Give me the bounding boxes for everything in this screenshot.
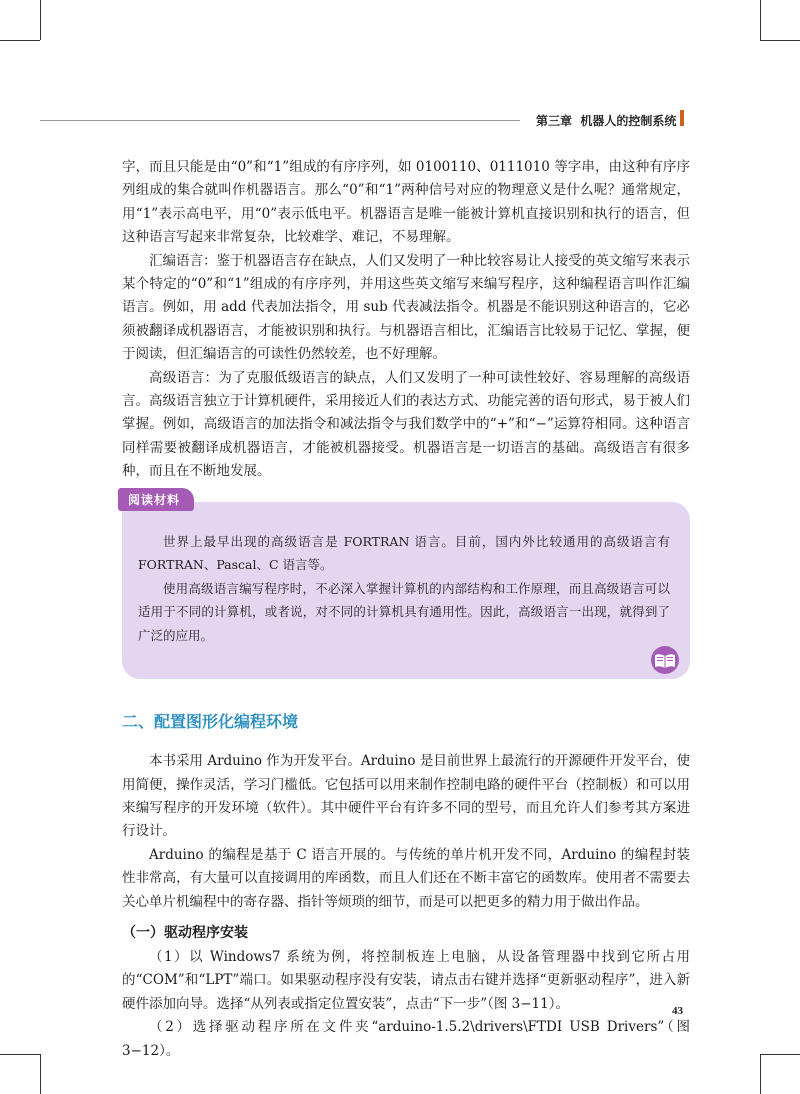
crop-mark: [40, 1054, 41, 1094]
reading-paragraph: 世界上最早出现的高级语言是 FORTRAN 语言。目前，国内外比较通用的高级语言有 FORTRAN、Pascal、C 语言等。: [138, 533, 670, 573]
paragraph-high-level-language: 高级语言：为了克服低级语言的缺点，人们又发明了一种可读性较好、容易理解的高级语言。高级语言独立于计算机硬件，采用接近人们的表达方式、功能完善的语句形式，易于被人们掌握。例如，高级语言的加法指令和减法指令与我们数学中的“+”和“−”运算符相同。这种语言同样需要被翻译成机器语言，才能被机器接受。机器语言是一切语言的基础。高级语言有很多种，而且在不断地发展。: [122, 369, 690, 480]
header-accent-bar: [680, 110, 684, 126]
crop-mark: [40, 0, 41, 40]
crop-mark: [760, 1054, 761, 1094]
book-icon: [648, 645, 682, 675]
page-number: 43: [672, 1005, 683, 1017]
paragraph-arduino-programming: Arduino 的编程是基于 C 语言开展的。与传统的单片机开发不同，Arduino 的编程封装性非常高，有大量可以直接调用的库函数，而且人们还在不断丰富它的函数库。使用者不需要去关心单片机编程中的寄存器、指针等烦琐的细节，而是可以把更多的精力用于做出作品。: [122, 846, 690, 910]
paragraph-arduino-intro: 本书采用 Arduino 作为开发平台。Arduino 是目前世界上最流行的开源硬件开发平台，使用简便，操作灵活，学习门槛低。它包括可以用来制作控制电路的硬件平台（控制板）和可以用来编写程序的开发环境（软件）。其中硬件平台有许多不同的型号，而且允许人们参考其方案进行设计。: [122, 753, 690, 840]
crop-mark: [760, 40, 800, 41]
subsection-title: （一）驱动程序安装: [122, 925, 248, 942]
section-title: 二、配置图形化编程环境: [122, 712, 299, 732]
crop-mark: [0, 40, 40, 41]
paragraph-assembly-language: 汇编语言：鉴于机器语言存在缺点，人们又发明了一种比较容易让人接受的英文缩写来表示某个特定的“0”和“1”组成的有序序列，并用这些英文缩写来编写程序，这种编程语言叫作汇编语言。例如，用 add 代表加法指令，用 sub 代表减法指令。机器是不能识别这种语言的，它必须被翻译成机器语言，才能被识别和执行。与机器语言相比，汇编语言比较易于记忆、掌握，便于阅读，但汇编语言的可读性仍然较差，也不好理解。: [122, 252, 690, 363]
paragraph-machine-language: 字，而且只能是由“0”和“1”组成的有序序列，如 0100110、0111010 等字串，由这种有序序列组成的集合就叫作机器语言。那么“0”和“1”两种信号对应的物理意义是什么呢？通常规定，用“1”表示高电平，用“0”表示低电平。机器语言是唯一能被计算机直接识别和执行的语言，但这种语言写起来非常复杂，比较难学、难记，不易理解。: [122, 159, 690, 246]
header-title: 机器人的控制系统: [580, 114, 677, 128]
reading-paragraph: 使用高级语言编写程序时，不必深入掌握计算机的内部结构和工作原理，而且高级语言可以适用于不同的计算机，或者说，对不同的计算机具有通用性。因此，高级语言一出现，就得到了广泛的应用。: [138, 580, 670, 643]
running-header: [536, 112, 676, 129]
page-content: [122, 156, 690, 1063]
reading-material-box: [122, 492, 690, 680]
reading-material-title: 阅读材料: [118, 488, 194, 511]
header-chapter: 第三章: [536, 114, 573, 128]
paragraph-step-2: （2）选择驱动程序所在文件夹“arduino-1.5.2\drivers\FTDI USB Drivers”（图 3−12）。: [122, 1019, 690, 1059]
crop-mark: [760, 0, 761, 40]
crop-mark: [760, 1054, 800, 1055]
crop-mark: [0, 1054, 40, 1055]
paragraph-step-1: （1）以 Windows7 系统为例，将控制板连上电脑，从设备管理器中找到它所占用的“COM”和“LPT”端口。如果驱动程序没有安装，请点击右键并选择“更新驱动程序”，进入新硬件添加向导。选择“从列表或指定位置安装”，点击“下一步”（图 3−11）。: [122, 949, 690, 1012]
header-rule: [40, 120, 520, 121]
